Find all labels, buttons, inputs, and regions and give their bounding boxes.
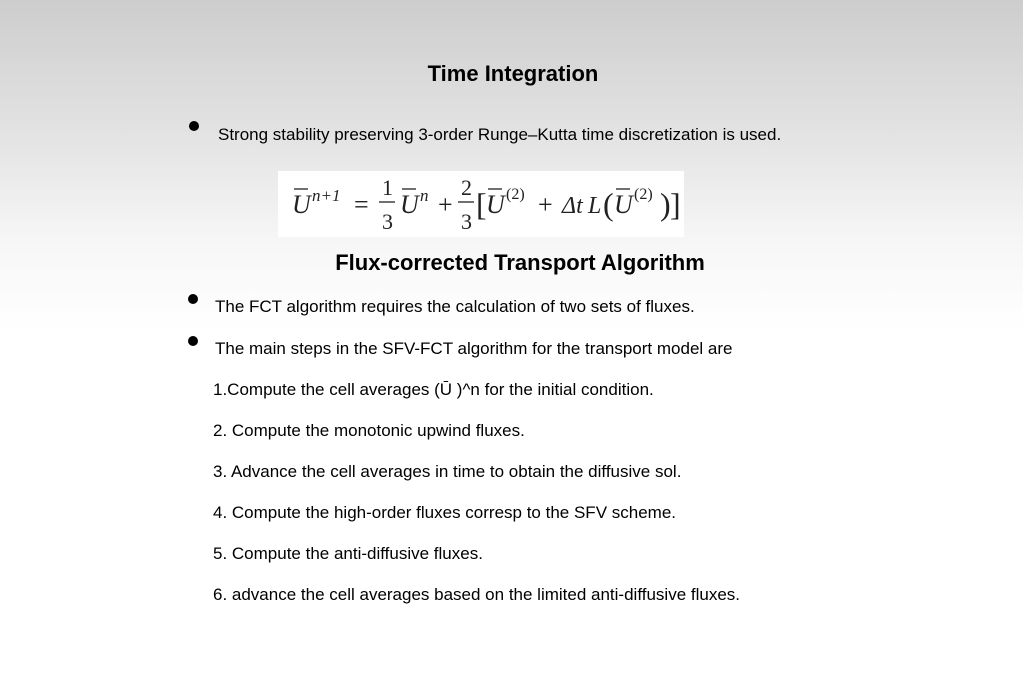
section-title-fct: Flux-corrected Transport Algorithm <box>335 250 705 275</box>
eq-plus2: + <box>538 190 553 219</box>
eq-term1-superscript: n <box>420 186 429 205</box>
eq-frac1-den: 3 <box>382 209 393 234</box>
bullet-icon <box>189 121 199 131</box>
eq-term3-superscript: (2) <box>634 186 653 203</box>
bullet-text-fct: The FCT algorithm requires the calculation of two sets of fluxes. <box>215 297 695 316</box>
step-item: 4. Compute the high-order fluxes corresp to the SFV scheme. <box>213 503 677 522</box>
eq-paren-open: ( <box>603 186 614 222</box>
eq-frac2-num: 2 <box>461 175 472 200</box>
bullet-icon <box>188 294 198 304</box>
eq-term3-symbol: U <box>614 190 633 219</box>
eq-term2-superscript: (2) <box>506 186 525 203</box>
eq-lhs-superscript: n+1 <box>312 186 341 205</box>
eq-delta-t: Δt <box>562 193 583 219</box>
eq-lhs-symbol: U <box>292 190 311 219</box>
step-item: 2. Compute the monotonic upwind fluxes. <box>213 421 525 440</box>
eq-bracket-open: [ <box>476 186 487 222</box>
step-item: 5. Compute the anti-diffusive fluxes. <box>213 544 483 563</box>
eq-paren-close: ) <box>660 186 671 222</box>
bullet-icon <box>188 336 198 346</box>
step-item: 3. Advance the cell averages in time to obtain the diffusive sol. <box>213 462 682 481</box>
rk-equation <box>278 171 684 237</box>
eq-operator: L <box>588 193 602 219</box>
eq-equals: = <box>354 190 369 219</box>
section-title-time-integration: Time Integration <box>427 61 599 86</box>
eq-plus1: + <box>438 190 453 219</box>
step-item: 1.Compute the cell averages (Ū )^n for the initial condition. <box>213 380 654 399</box>
bullet-text-rk: Strong stability preserving 3-order Runge–Kutta time discretization is used. <box>218 125 782 144</box>
step-item: 6. advance the cell averages based on the limited anti-diffusive fluxes. <box>213 585 740 604</box>
eq-bracket-close: ] <box>670 186 681 222</box>
eq-frac2-den: 3 <box>461 209 472 234</box>
eq-term1-symbol: U <box>400 190 419 219</box>
bullet-text-main-steps: The main steps in the SFV-FCT algorithm for the transport model are <box>215 339 733 358</box>
eq-frac1-num: 1 <box>382 175 393 200</box>
equation-image <box>278 171 684 237</box>
eq-term2-symbol: U <box>486 190 505 219</box>
